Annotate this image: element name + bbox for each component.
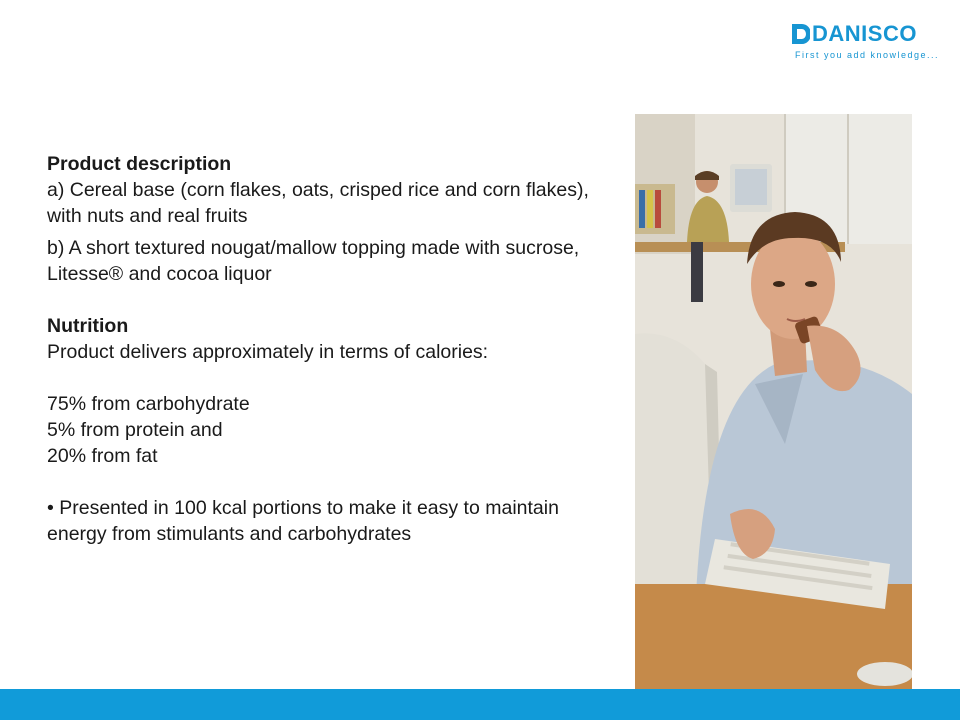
nutrition-intro-text: Product delivers approximately in terms of calories:: [47, 341, 489, 363]
calorie-line-protein: 5% from protein and: [47, 419, 223, 441]
cereal-base-text: a) Cereal base (corn flakes, oats, crisped rice and corn flakes), with nuts and real fruits: [47, 179, 589, 227]
product-description-heading: Product description: [47, 153, 232, 175]
danisco-logo-mark-icon: [792, 24, 810, 44]
logo-wordmark: DANISCO: [812, 21, 917, 46]
topping-text: b) A short textured nougat/mallow topping made with sucrose, Litesse® and cocoa liquor: [47, 237, 580, 285]
slide-content: [47, 151, 617, 547]
calorie-line-carbohydrate: 75% from carbohydrate: [47, 393, 250, 415]
nutrition-heading: Nutrition: [47, 315, 129, 337]
office-man-eating-bar-photo: [635, 114, 912, 689]
danisco-logo: [792, 21, 940, 66]
logo-tagline: First you add knowledge...: [795, 50, 940, 60]
bottom-brand-bar: [0, 689, 960, 720]
portion-bullet-text: • Presented in 100 kcal portions to make it easy to maintain energy from stimulants and carbohydrates: [47, 497, 559, 545]
calorie-line-fat: 20% from fat: [47, 445, 158, 467]
